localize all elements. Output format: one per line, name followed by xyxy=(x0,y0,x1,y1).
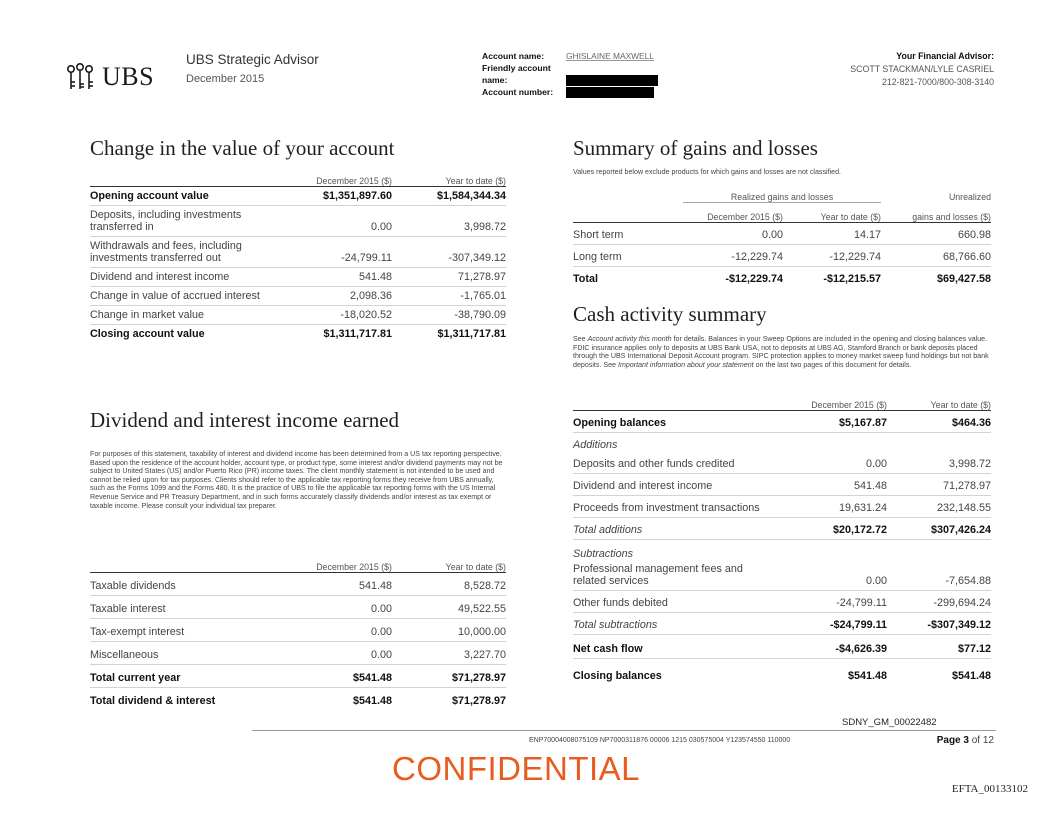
row-label: Deposits, including investments transferred in xyxy=(90,205,280,236)
row-value: 541.48 xyxy=(787,473,887,495)
row-label: Total dividend & interest xyxy=(90,695,216,707)
row-label: Miscellaneous xyxy=(90,641,280,664)
table-row xyxy=(90,267,506,286)
ubs-logo xyxy=(62,62,154,92)
section-title-dividend-income: Dividend and interest income earned xyxy=(90,408,400,432)
row-label: Total additions xyxy=(573,517,787,539)
row-value: -$12,215.57 xyxy=(823,273,881,285)
row-value: -7,654.88 xyxy=(887,560,991,591)
row-value: $307,426.24 xyxy=(887,517,991,539)
row-value: $541.48 xyxy=(280,664,392,687)
table-row xyxy=(90,186,506,205)
change-in-value-table xyxy=(90,166,506,343)
row-label: Taxable dividends xyxy=(90,572,280,595)
row-label: Deposits and other funds credited xyxy=(573,451,787,473)
table-row xyxy=(573,222,991,244)
gains-losses-table xyxy=(573,182,991,288)
confidential-stamp: CONFIDENTIAL xyxy=(392,750,641,787)
row-label: Short term xyxy=(573,222,683,244)
ubs-keys-icon xyxy=(62,62,98,92)
row-value: -$307,349.12 xyxy=(887,613,991,635)
brand-name: UBS xyxy=(102,62,155,91)
report-title: UBS Strategic Advisor xyxy=(186,52,319,67)
row-value: $77.12 xyxy=(887,635,991,659)
row-label: Withdrawals and fees, including investments transferred out xyxy=(90,236,280,267)
section-title-change-in-value: Change in the value of your account xyxy=(90,136,395,160)
column-group-header: Realized gains and losses xyxy=(683,182,881,202)
row-value: $71,278.97 xyxy=(392,664,506,687)
row-value: 3,227.70 xyxy=(392,641,506,664)
row-value: 0.00 xyxy=(280,205,392,236)
row-value: 71,278.97 xyxy=(887,473,991,495)
document-code: ENP70004008075109 NP7000311876 00006 1215 030575004 Y123574550 110000 xyxy=(529,737,791,744)
table-row xyxy=(90,286,506,305)
table-row xyxy=(573,244,991,266)
row-value: 0.00 xyxy=(280,595,392,618)
row-value: $541.48 xyxy=(847,669,887,682)
table-row xyxy=(90,664,506,687)
row-value: $1,311,717.81 xyxy=(437,327,506,340)
row-label: Closing balances xyxy=(573,669,662,682)
row-label: Tax-exempt interest xyxy=(90,618,280,641)
row-value: $464.36 xyxy=(887,410,991,432)
row-label: Total current year xyxy=(90,664,280,687)
table-row xyxy=(573,659,991,685)
row-value: 3,998.72 xyxy=(392,205,506,236)
row-value: 3,998.72 xyxy=(887,451,991,473)
row-value: 14.17 xyxy=(783,222,881,244)
column-header: December 2015 ($) xyxy=(811,399,887,410)
page-total: of 12 xyxy=(971,735,994,746)
cash-activity-table xyxy=(573,390,991,685)
column-header: December 2015 ($) xyxy=(707,211,783,222)
row-label: Opening account value xyxy=(90,186,280,205)
row-value: -299,694.24 xyxy=(887,591,991,613)
row-value: $541.48 xyxy=(352,695,392,707)
row-label: Taxable interest xyxy=(90,595,280,618)
row-label: Professional management fees and related services xyxy=(573,560,787,591)
row-value: 68,766.60 xyxy=(881,244,991,266)
dividend-income-table xyxy=(90,552,506,710)
subsection-label xyxy=(573,432,991,451)
table-row xyxy=(90,595,506,618)
column-header: December 2015 ($) xyxy=(316,175,392,186)
efta-number: EFTA_00133102 xyxy=(951,783,1028,795)
row-label: Closing account value xyxy=(90,327,205,340)
row-value: $541.48 xyxy=(951,669,991,682)
table-row xyxy=(90,324,506,343)
redaction-bar xyxy=(566,75,658,86)
advisor-phone: 212-821-7000/800-308-3140 xyxy=(881,77,994,87)
row-value: -24,799.11 xyxy=(787,591,887,613)
row-value: -$24,799.11 xyxy=(787,613,887,635)
column-header: Year to date ($) xyxy=(445,175,506,186)
table-row xyxy=(573,613,991,635)
column-header: Year to date ($) xyxy=(820,211,881,222)
table-row xyxy=(573,451,991,473)
advisor-title: Your Financial Advisor: xyxy=(896,51,994,61)
account-name-label: Account name: xyxy=(482,51,545,61)
table-row xyxy=(573,410,991,432)
row-value: 541.48 xyxy=(280,267,392,286)
table-row xyxy=(573,473,991,495)
row-value: -12,229.74 xyxy=(783,244,881,266)
bates-number: SDNY_GM_00022482 xyxy=(842,717,937,728)
table-row xyxy=(90,641,506,664)
row-value: -38,790.09 xyxy=(392,305,506,324)
note-text: See xyxy=(573,335,586,343)
row-value: 2,098.36 xyxy=(280,286,392,305)
row-value: 19,631.24 xyxy=(787,495,887,517)
row-label: Opening balances xyxy=(573,410,787,432)
table-row xyxy=(573,266,991,288)
row-value: 0.00 xyxy=(683,222,783,244)
row-label: Total subtractions xyxy=(573,613,787,635)
column-header: gains and losses ($) xyxy=(912,211,991,222)
table-row xyxy=(573,517,991,539)
additions-label: Additions xyxy=(573,439,618,451)
account-number-label: Account number: xyxy=(482,87,554,98)
section-title-cash-activity: Cash activity summary xyxy=(573,302,767,326)
row-value: 71,278.97 xyxy=(392,267,506,286)
subsection-label xyxy=(573,539,991,560)
row-label: Proceeds from investment transactions xyxy=(573,495,787,517)
row-value: -307,349.12 xyxy=(392,236,506,267)
row-label: Other funds debited xyxy=(573,591,787,613)
table-row xyxy=(90,236,506,267)
friendly-name-label: Friendly account name: xyxy=(482,63,551,85)
row-value: 10,000.00 xyxy=(392,618,506,641)
advisor-names: SCOTT STACKMAN/LYLE CASRIEL xyxy=(850,64,994,74)
gains-note: Values reported below exclude products for which gains and losses are not classified. xyxy=(573,168,842,176)
row-label: Dividend and interest income xyxy=(573,473,787,495)
row-value: 232,148.55 xyxy=(887,495,991,517)
table-row xyxy=(90,618,506,641)
financial-advisor xyxy=(850,50,994,89)
row-value: 660.98 xyxy=(881,222,991,244)
row-value: -18,020.52 xyxy=(280,305,392,324)
table-row xyxy=(90,205,506,236)
row-label: Change in value of accrued interest xyxy=(90,286,280,305)
table-row xyxy=(573,591,991,613)
note-text: on the last two pages of this document for details. xyxy=(755,360,912,369)
row-value: -1,765.01 xyxy=(392,286,506,305)
account-info xyxy=(482,50,658,98)
account-activity-link[interactable]: Account activity this month xyxy=(587,335,672,343)
subtractions-label: Subtractions xyxy=(573,548,634,560)
table-row xyxy=(90,687,506,710)
row-value: 0.00 xyxy=(280,618,392,641)
tax-disclaimer: For purposes of this statement, taxability of interest and dividend income has been determined from a US tax reporting perspective. Based upon the residence of the account holder, account type, or product type, some interest and/or dividend payments may not be subject to United States (US) and/or Puerto Rico (PR) income taxes. The client monthly statement is not intended to be used and cannot be relied upon for tax purposes. Clients should refer to the applicable tax reporting forms they receive from UBS annually, such as the Forms 1099 and the Forms 480. It is the practice of UBS to file the applicable tax reporting forms with the US Internal Revenue Service and PR Treasury Department, and in such forms accurately classify dividends and/or interest as tax exempt or taxable income. Please consult your individual tax preparer. xyxy=(90,450,503,510)
row-value: 0.00 xyxy=(280,641,392,664)
table-row xyxy=(90,572,506,595)
row-value: 49,522.55 xyxy=(392,595,506,618)
row-value: $5,167.87 xyxy=(787,410,887,432)
row-value: -$4,626.39 xyxy=(787,635,887,659)
column-header: Unrealized xyxy=(948,192,991,202)
row-label: Total xyxy=(573,273,598,285)
row-label: Long term xyxy=(573,244,683,266)
row-value: 8,528.72 xyxy=(392,572,506,595)
redaction-bar xyxy=(566,87,654,98)
row-value: 0.00 xyxy=(787,560,887,591)
row-value: $1,311,717.81 xyxy=(323,327,392,340)
page-current: 3 xyxy=(963,735,969,746)
note-text: for details. Balances in your Sweep Options are included in the opening and closing balances value. FDIC insurance applies only to deposits at UBS Bank USA, not to deposits at UBS AG, Stamford Branch or bank deposits placed through the UBS International Deposit Account program. SIPC protection applies to money market sweep fund holdings but not bank deposits. See xyxy=(573,335,989,369)
row-value: -$12,229.74 xyxy=(725,273,783,285)
page-number xyxy=(937,735,994,746)
row-value: 541.48 xyxy=(280,572,392,595)
report-period: December 2015 xyxy=(186,73,265,85)
table-row xyxy=(90,305,506,324)
account-name-value: GHISLAINE MAXWELL xyxy=(566,51,654,61)
row-value: $1,584,344.34 xyxy=(392,186,506,205)
row-value: -24,799.11 xyxy=(280,236,392,267)
row-label: Change in market value xyxy=(90,305,280,324)
footer-divider xyxy=(252,730,996,731)
column-header: Year to date ($) xyxy=(930,399,991,410)
row-label: Net cash flow xyxy=(573,635,787,659)
cash-activity-note xyxy=(573,335,993,369)
column-header: December 2015 ($) xyxy=(316,561,392,572)
row-value: 0.00 xyxy=(787,451,887,473)
row-value: $69,427.58 xyxy=(936,273,991,285)
table-row xyxy=(573,635,991,659)
row-value: $71,278.97 xyxy=(451,695,506,707)
row-value: $20,172.72 xyxy=(787,517,887,539)
important-info-link[interactable]: Important information about your statement xyxy=(617,360,754,369)
table-row xyxy=(573,560,991,591)
column-header: Year to date ($) xyxy=(445,561,506,572)
page-label: Page xyxy=(936,735,961,746)
row-value: -12,229.74 xyxy=(683,244,783,266)
table-row xyxy=(573,495,991,517)
row-value: $1,351,897.60 xyxy=(280,186,392,205)
section-title-gains-losses: Summary of gains and losses xyxy=(573,136,818,160)
row-label: Dividend and interest income xyxy=(90,267,280,286)
